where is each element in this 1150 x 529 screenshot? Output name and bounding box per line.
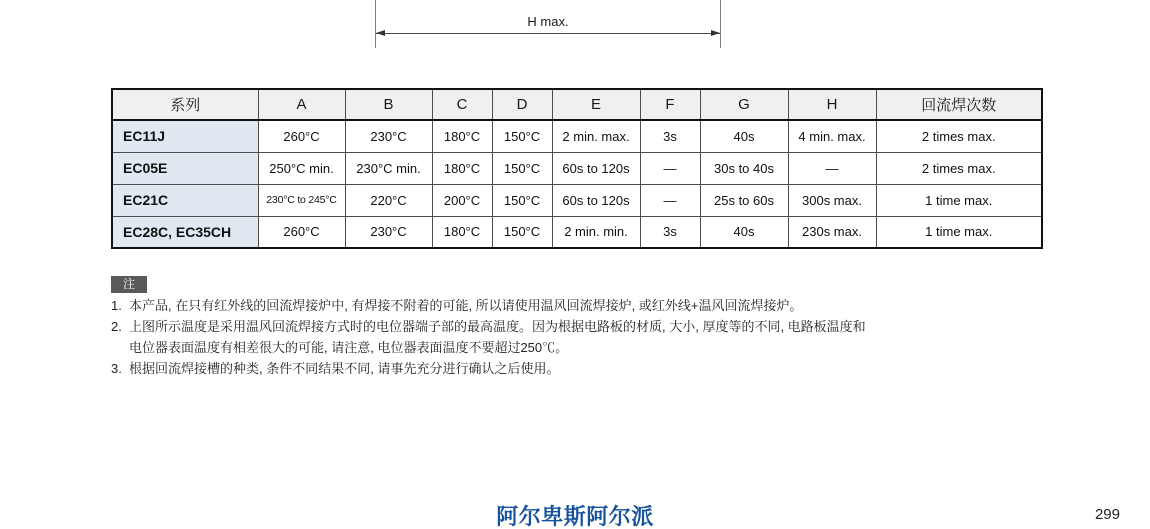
note-item <box>111 295 871 316</box>
value-cell: 2 times max. <box>876 120 1042 152</box>
series-cell: EC28C, EC35CH <box>112 216 258 248</box>
value-cell: 230°C min. <box>345 152 432 184</box>
value-cell: 60s to 120s <box>552 152 640 184</box>
value-cell: 230°C to 245°C <box>258 184 345 216</box>
value-cell: 2 times max. <box>876 152 1042 184</box>
value-cell: 230s max. <box>788 216 876 248</box>
value-cell: — <box>640 184 700 216</box>
value-cell: 3s <box>640 120 700 152</box>
value-cell: 30s to 40s <box>700 152 788 184</box>
value-cell: 40s <box>700 120 788 152</box>
value-cell: 2 min. max. <box>552 120 640 152</box>
value-cell: 260°C <box>258 120 345 152</box>
table-row <box>112 184 1042 216</box>
value-cell: 40s <box>700 216 788 248</box>
value-cell: 150°C <box>492 120 552 152</box>
col-header-a: A <box>258 89 345 120</box>
col-header-d: D <box>492 89 552 120</box>
value-cell: — <box>788 152 876 184</box>
dimension-label: H max. <box>527 14 569 29</box>
value-cell: 25s to 60s <box>700 184 788 216</box>
note-text: 上图所示温度是采用温风回流焊接方式时的电位器端子部的最高温度。因为根据电路板的材质, 大小, 厚度等的不同, 电路板温度和电位器表面温度有相差很大的可能, 请注意, 电位器表面温度不要超过250℃。 <box>129 319 866 355</box>
series-cell: EC11J <box>112 120 258 152</box>
value-cell: 1 time max. <box>876 184 1042 216</box>
arrow-left-icon <box>376 30 385 36</box>
note-number: 3. <box>111 361 122 376</box>
value-cell: 3s <box>640 216 700 248</box>
col-header-b: B <box>345 89 432 120</box>
table-header-row <box>112 89 1042 120</box>
note-text: 本产品, 在只有红外线的回流焊接炉中, 有焊接不附着的可能, 所以请使用温风回流焊接炉, 或红外线+温风回流焊接炉。 <box>129 298 803 313</box>
notes-list <box>111 295 871 379</box>
value-cell: 180°C <box>432 152 492 184</box>
page-number: 299 <box>1094 506 1120 523</box>
note-text: 根据回流焊接槽的种类, 条件不同结果不同, 请事先充分进行确认之后使用。 <box>129 361 560 376</box>
value-cell: 150°C <box>492 184 552 216</box>
value-cell: 180°C <box>432 216 492 248</box>
value-cell: 200°C <box>432 184 492 216</box>
note-number: 1. <box>111 298 122 313</box>
note-number: 2. <box>111 319 122 334</box>
dimension-line <box>376 33 720 34</box>
value-cell: 60s to 120s <box>552 184 640 216</box>
col-header-h: H <box>788 89 876 120</box>
table-row <box>112 216 1042 248</box>
value-cell: 1 time max. <box>876 216 1042 248</box>
value-cell: 300s max. <box>788 184 876 216</box>
value-cell: 150°C <box>492 152 552 184</box>
col-header-reflow-count: 回流焊次数 <box>876 89 1042 120</box>
note-item <box>111 358 871 379</box>
note-label-badge: 注 <box>111 276 147 293</box>
series-cell: EC21C <box>112 184 258 216</box>
col-header-g: G <box>700 89 788 120</box>
value-cell: 230°C <box>345 120 432 152</box>
col-header-series: 系列 <box>112 89 258 120</box>
reflow-spec-table <box>111 88 1043 249</box>
table-row <box>112 152 1042 184</box>
value-cell: 260°C <box>258 216 345 248</box>
value-cell: 220°C <box>345 184 432 216</box>
value-cell: — <box>640 152 700 184</box>
table-row <box>112 120 1042 152</box>
value-cell: 230°C <box>345 216 432 248</box>
value-cell: 180°C <box>432 120 492 152</box>
col-header-e: E <box>552 89 640 120</box>
brand-logo-text: 阿尔卑斯阿尔派 <box>496 504 654 529</box>
value-cell: 150°C <box>492 216 552 248</box>
value-cell: 250°C min. <box>258 152 345 184</box>
value-cell: 4 min. max. <box>788 120 876 152</box>
note-item <box>111 316 871 358</box>
col-header-c: C <box>432 89 492 120</box>
value-cell: 2 min. min. <box>552 216 640 248</box>
arrow-right-icon <box>711 30 720 36</box>
series-cell: EC05E <box>112 152 258 184</box>
col-header-f: F <box>640 89 700 120</box>
